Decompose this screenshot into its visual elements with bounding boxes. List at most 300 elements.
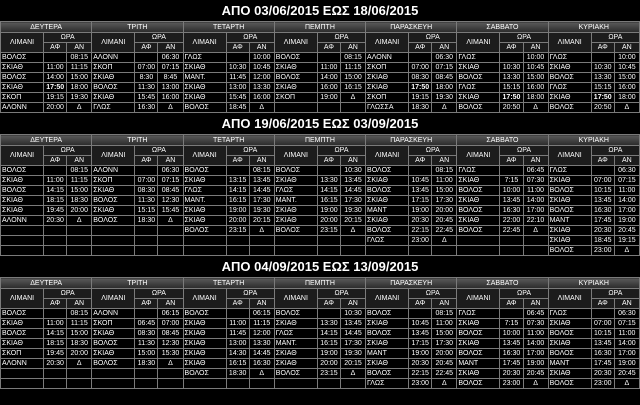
dep-header: ΑΦ <box>409 156 432 166</box>
arr-cell: 06:30 <box>614 166 639 176</box>
port-cell: ΣΚΙΑΘ <box>183 83 226 93</box>
arr-header: ΑΝ <box>523 156 548 166</box>
arr-cell: 20:00 <box>432 206 457 216</box>
arr-cell <box>340 103 365 113</box>
arr-cell: 13:00 <box>158 83 183 93</box>
port-cell: ΒΟΛΟΣ <box>183 309 226 319</box>
arr-cell: Δ <box>340 93 365 103</box>
port-header: ΛΙΜΑΝΙ <box>548 146 591 166</box>
dep-cell: 10:45 <box>409 176 432 186</box>
port-cell: ΑΛΟΝΝ <box>92 166 135 176</box>
table-row <box>1 196 640 206</box>
arr-header: ΑΝ <box>614 299 639 309</box>
arr-cell: 19:15 <box>614 236 639 246</box>
arr-cell: 08:45 <box>158 329 183 339</box>
dep-cell: 18:15 <box>44 196 67 206</box>
dep-header: ΑΦ <box>317 299 340 309</box>
table-row <box>1 319 640 329</box>
dep-header: ΑΦ <box>317 156 340 166</box>
port-cell: ΣΚΙΑΘ <box>548 339 591 349</box>
arr-header: ΑΝ <box>249 43 274 53</box>
port-cell: ΒΟΛΟΣ <box>366 369 409 379</box>
port-cell: ΣΚΙΑΘ <box>366 339 409 349</box>
arr-cell <box>249 236 274 246</box>
arr-cell: 06:30 <box>158 53 183 63</box>
arr-cell: 13:30 <box>249 339 274 349</box>
dep-cell: 17:15 <box>409 339 432 349</box>
arr-cell <box>67 226 92 236</box>
arr-cell: 18:00 <box>523 93 548 103</box>
dep-cell: 17:50 <box>591 93 614 103</box>
port-cell: ΓΛΩΣ <box>366 379 409 389</box>
table-row <box>1 186 640 196</box>
arr-cell: Δ <box>523 226 548 236</box>
dep-cell: 16:30 <box>135 103 158 113</box>
dep-cell: 19:00 <box>226 206 249 216</box>
port-cell: ΒΟΛΟΣ <box>274 226 317 236</box>
dep-cell <box>44 369 67 379</box>
dep-cell: 17:45 <box>500 359 523 369</box>
port-cell: ΑΛΟΝΝ <box>92 53 135 63</box>
port-cell: ΒΟΛΟΣ <box>274 53 317 63</box>
port-cell <box>183 246 226 256</box>
arr-cell: 06:30 <box>158 166 183 176</box>
port-cell: ΣΚΙΑΘ <box>92 329 135 339</box>
dep-cell: 20:30 <box>591 369 614 379</box>
dep-cell: 15:15 <box>135 206 158 216</box>
arr-cell: 06:45 <box>523 309 548 319</box>
arr-cell: 17:30 <box>432 339 457 349</box>
arr-header: ΑΝ <box>340 156 365 166</box>
day-header: ΚΥΡΙΑΚΗ <box>548 135 639 146</box>
arr-cell <box>158 379 183 389</box>
dep-cell: 14:15 <box>317 186 340 196</box>
dep-cell: 20:30 <box>591 226 614 236</box>
dep-cell <box>500 236 523 246</box>
port-cell: ΣΚΙΑΘ <box>366 176 409 186</box>
dep-cell: 20:30 <box>44 359 67 369</box>
dep-cell: 20:30 <box>44 216 67 226</box>
day-header: ΤΕΤΑΡΤΗ <box>183 135 274 146</box>
dep-header: ΑΦ <box>500 299 523 309</box>
arr-cell: Δ <box>432 103 457 113</box>
dep-cell <box>317 166 340 176</box>
arr-header: ΑΝ <box>340 43 365 53</box>
arr-cell: Δ <box>614 246 639 256</box>
port-cell: ΓΛΩΣ <box>457 309 500 319</box>
dep-header: ΑΦ <box>135 299 158 309</box>
port-header: ΛΙΜΑΝΙ <box>274 33 317 53</box>
dep-cell <box>500 53 523 63</box>
port-cell: ΒΟΛΟΣ <box>1 186 44 196</box>
dep-cell: 11:30 <box>135 339 158 349</box>
day-header: ΤΡΙΤΗ <box>92 278 183 289</box>
port-cell: ΓΛΩΣ <box>274 329 317 339</box>
arr-cell: 17:30 <box>340 196 365 206</box>
port-cell: ΒΟΛΟΣ <box>366 329 409 339</box>
table-row <box>1 206 640 216</box>
dep-cell <box>591 166 614 176</box>
arr-cell: Δ <box>614 379 639 389</box>
arr-cell: 19:00 <box>614 216 639 226</box>
port-cell <box>1 226 44 236</box>
arr-cell: 10:00 <box>249 53 274 63</box>
table-row <box>1 53 640 63</box>
time-header: ΩΡΑ <box>44 289 92 299</box>
arr-cell: 19:00 <box>614 359 639 369</box>
port-cell: ΣΚΙΑΘ <box>274 216 317 226</box>
arr-cell: 10:30 <box>340 309 365 319</box>
arr-cell: Δ <box>340 226 365 236</box>
dep-cell <box>591 309 614 319</box>
port-cell: ΣΚΙΑΘ <box>548 319 591 329</box>
arr-cell: 14:45 <box>340 186 365 196</box>
dep-cell: 20:30 <box>409 359 432 369</box>
port-cell: ΑΛΟΝΝ <box>1 216 44 226</box>
dep-cell: 22:45 <box>500 226 523 236</box>
dep-cell: 13:30 <box>500 73 523 83</box>
port-header: ΛΙΜΑΝΙ <box>548 33 591 53</box>
arr-cell: 15:00 <box>614 73 639 83</box>
dep-cell: 08:30 <box>409 73 432 83</box>
port-cell: ΣΚΙΑΘ <box>1 319 44 329</box>
port-cell: ΣΚΙΑΘ <box>274 176 317 186</box>
port-cell: ΣΚΙΑΘ <box>183 206 226 216</box>
time-header: ΩΡΑ <box>135 146 183 156</box>
port-header: ΛΙΜΑΝΙ <box>92 146 135 166</box>
table-row <box>1 349 640 359</box>
port-cell: ΒΟΛΟΣ <box>274 309 317 319</box>
arr-cell: 11:00 <box>523 186 548 196</box>
dep-header: ΑΦ <box>44 156 67 166</box>
arr-cell: 11:00 <box>614 186 639 196</box>
period-title: ΑΠΟ 19/06/2015 ΕΩΣ 03/09/2015 <box>0 113 640 134</box>
port-cell: ΓΛΩΣ <box>548 309 591 319</box>
dep-cell: 11:00 <box>44 63 67 73</box>
arr-cell: 07:30 <box>523 176 548 186</box>
dep-cell: 13:00 <box>226 339 249 349</box>
dep-cell: 07:00 <box>135 176 158 186</box>
dep-cell: 14:30 <box>226 349 249 359</box>
dep-cell: 19:45 <box>44 349 67 359</box>
port-cell <box>1 369 44 379</box>
arr-cell <box>67 379 92 389</box>
arr-header: ΑΝ <box>158 156 183 166</box>
arr-cell: 20:15 <box>340 216 365 226</box>
dep-cell: 15:00 <box>135 349 158 359</box>
dep-cell: 19:15 <box>44 93 67 103</box>
port-cell: ΣΚΙΑΘ <box>183 63 226 73</box>
port-cell: ΣΚΟΠ <box>366 63 409 73</box>
time-header: ΩΡΑ <box>591 289 639 299</box>
dep-cell: 20:30 <box>409 216 432 226</box>
port-cell: ΒΟΛΟΣ <box>548 246 591 256</box>
dep-cell: 16:15 <box>317 339 340 349</box>
dep-cell: 11:45 <box>226 329 249 339</box>
port-cell: ΓΛΩΣ <box>548 83 591 93</box>
arr-cell: 17:00 <box>523 349 548 359</box>
port-header: ΛΙΜΑΝΙ <box>366 146 409 166</box>
port-cell: ΓΛΩΣ <box>457 83 500 93</box>
arr-cell: 07:15 <box>158 63 183 73</box>
arr-cell <box>158 246 183 256</box>
day-header: ΚΥΡΙΑΚΗ <box>548 278 639 289</box>
arr-cell: 06:15 <box>249 309 274 319</box>
dep-cell: 13:15 <box>226 176 249 186</box>
dep-cell <box>409 309 432 319</box>
day-header: ΣΑΒΒΑΤΟ <box>457 135 548 146</box>
arr-cell: 18:00 <box>614 93 639 103</box>
arr-cell: 19:30 <box>249 206 274 216</box>
arr-cell: 16:00 <box>614 83 639 93</box>
port-header: ΛΙΜΑΝΙ <box>1 33 44 53</box>
port-cell: ΒΟΛΟΣ <box>92 359 135 369</box>
port-cell: ΣΚΙΑΘ <box>183 93 226 103</box>
port-cell: ΒΟΛΟΣ <box>366 166 409 176</box>
arr-header: ΑΝ <box>249 156 274 166</box>
port-cell <box>274 236 317 246</box>
port-cell: ΣΚΙΑΘ <box>92 93 135 103</box>
dep-cell: 15:15 <box>500 83 523 93</box>
arr-cell: Δ <box>432 236 457 246</box>
arr-cell: 10:45 <box>614 63 639 73</box>
arr-cell: 15:00 <box>67 329 92 339</box>
dep-cell <box>44 236 67 246</box>
arr-cell: 10:00 <box>523 53 548 63</box>
arr-cell: 13:45 <box>340 319 365 329</box>
port-cell: ΒΟΛΟΣ <box>457 329 500 339</box>
day-header: ΤΕΤΑΡΤΗ <box>183 278 274 289</box>
port-cell <box>92 226 135 236</box>
day-header: ΠΑΡΑΣΚΕΥΗ <box>366 135 457 146</box>
dep-cell <box>500 246 523 256</box>
arr-cell: Δ <box>249 103 274 113</box>
port-cell: ΣΚΙΑΘ <box>366 73 409 83</box>
dep-cell <box>44 246 67 256</box>
port-cell: ΣΚΙΑΘ <box>457 339 500 349</box>
dep-cell <box>409 53 432 63</box>
arr-cell <box>249 379 274 389</box>
arr-cell: 18:00 <box>67 83 92 93</box>
dep-cell: 17:50 <box>409 83 432 93</box>
schedule-table <box>0 21 640 113</box>
arr-cell: 11:15 <box>67 63 92 73</box>
dep-cell: 11:00 <box>317 63 340 73</box>
arr-header: ΑΝ <box>67 299 92 309</box>
port-cell <box>92 379 135 389</box>
arr-cell: 11:15 <box>340 63 365 73</box>
port-cell <box>1 236 44 246</box>
dep-cell: 18:30 <box>226 369 249 379</box>
port-cell: ΣΚΙΑΘ <box>457 216 500 226</box>
time-header: ΩΡΑ <box>409 289 457 299</box>
dep-cell: 16:15 <box>226 359 249 369</box>
arr-cell: Δ <box>340 369 365 379</box>
dep-cell: 23:00 <box>591 379 614 389</box>
period-title: ΑΠΟ 03/06/2015 ΕΩΣ 18/06/2015 <box>0 0 640 21</box>
arr-header: ΑΝ <box>523 299 548 309</box>
port-cell <box>183 379 226 389</box>
port-cell: ΒΟΛΟΣ <box>92 83 135 93</box>
arr-cell: Δ <box>67 103 92 113</box>
arr-cell: 15:30 <box>158 349 183 359</box>
table-row <box>1 226 640 236</box>
dep-cell <box>44 53 67 63</box>
arr-cell: Δ <box>523 103 548 113</box>
dep-cell <box>44 309 67 319</box>
arr-cell: 12:30 <box>158 196 183 206</box>
dep-cell: 13:30 <box>317 176 340 186</box>
dep-header: ΑΦ <box>44 43 67 53</box>
port-cell: ΒΟΛΟΣ <box>457 73 500 83</box>
port-cell: ΒΟΛΟΣ <box>183 226 226 236</box>
port-cell: ΜΑΝΤ <box>548 216 591 226</box>
day-header: ΠΑΡΑΣΚΕΥΗ <box>366 22 457 33</box>
arr-cell: 12:00 <box>249 329 274 339</box>
day-header: ΠΕΜΠΤΗ <box>274 278 365 289</box>
port-cell: ΣΚΙΑΘ <box>183 339 226 349</box>
arr-cell: 07:30 <box>523 319 548 329</box>
port-cell: ΒΟΛΟΣ <box>183 166 226 176</box>
arr-cell: 06:15 <box>158 309 183 319</box>
port-cell: ΣΚΙΑΘ <box>366 319 409 329</box>
port-cell: ΒΟΛΟΣ <box>548 206 591 216</box>
port-cell: ΣΚΙΑΘ <box>457 176 500 186</box>
dep-cell <box>226 379 249 389</box>
dep-cell: 10:15 <box>591 329 614 339</box>
dep-cell: 13:45 <box>409 329 432 339</box>
dep-cell: 23:00 <box>500 379 523 389</box>
arr-cell: 08:45 <box>158 186 183 196</box>
port-cell: ΓΛΩΣ <box>274 186 317 196</box>
dep-cell <box>226 236 249 246</box>
port-cell: ΓΛΩΣ <box>366 236 409 246</box>
arr-cell: 17:30 <box>432 196 457 206</box>
port-cell: ΒΟΛΟΣ <box>457 103 500 113</box>
table-row <box>1 369 640 379</box>
arr-cell: 20:00 <box>432 349 457 359</box>
time-header: ΩΡΑ <box>317 146 365 156</box>
arr-cell: 20:45 <box>614 226 639 236</box>
dep-cell: 8:30 <box>135 73 158 83</box>
port-cell: ΒΟΛΟΣ <box>274 73 317 83</box>
arr-header: ΑΝ <box>249 299 274 309</box>
arr-cell: 22:45 <box>432 226 457 236</box>
dep-cell: 17:45 <box>591 216 614 226</box>
arr-cell <box>432 246 457 256</box>
time-header: ΩΡΑ <box>591 33 639 43</box>
arr-cell: 14:00 <box>614 196 639 206</box>
port-cell: ΒΟΛΟΣ <box>1 73 44 83</box>
arr-cell: 08:15 <box>432 166 457 176</box>
dep-cell <box>135 226 158 236</box>
port-cell: ΣΚΙΑΘ <box>274 83 317 93</box>
time-header: ΩΡΑ <box>135 33 183 43</box>
port-cell: ΣΚΙΑΘ <box>183 216 226 226</box>
port-cell: ΣΚΟΠ <box>1 349 44 359</box>
dep-cell: 7:15 <box>500 176 523 186</box>
port-cell: ΣΚΙΑΘ <box>457 196 500 206</box>
arr-cell: 20:00 <box>67 349 92 359</box>
port-cell: ΣΚΙΑΘ <box>366 359 409 369</box>
port-cell: ΒΟΛΟΣ <box>274 166 317 176</box>
dep-cell: 14:00 <box>44 73 67 83</box>
port-header: ΛΙΜΑΝΙ <box>366 289 409 309</box>
dep-cell <box>500 166 523 176</box>
port-cell: ΒΟΛΟΣ <box>366 226 409 236</box>
arr-cell: 07:15 <box>614 176 639 186</box>
port-cell: ΓΛΩΣ <box>183 53 226 63</box>
dep-cell: 23:15 <box>317 369 340 379</box>
arr-cell: 19:30 <box>340 206 365 216</box>
table-row <box>1 309 640 319</box>
port-cell <box>92 246 135 256</box>
dep-cell: 22:15 <box>409 369 432 379</box>
table-row <box>1 176 640 186</box>
time-header: ΩΡΑ <box>135 289 183 299</box>
arr-cell: 06:30 <box>614 309 639 319</box>
port-cell: ΒΟΛΟΣ <box>548 329 591 339</box>
port-cell: ΣΚΙΑΘ <box>1 83 44 93</box>
time-header: ΩΡΑ <box>500 146 548 156</box>
arr-cell: 07:15 <box>432 63 457 73</box>
dep-cell: 14:15 <box>317 329 340 339</box>
port-header: ΛΙΜΑΝΙ <box>457 289 500 309</box>
dep-cell: 16:15 <box>226 196 249 206</box>
arr-cell: 16:00 <box>158 93 183 103</box>
port-cell: ΑΛΟΝΝ <box>92 309 135 319</box>
day-header: ΤΡΙΤΗ <box>92 135 183 146</box>
port-header: ΛΙΜΑΝΙ <box>457 33 500 53</box>
port-cell: ΣΚΙΑΘ <box>274 63 317 73</box>
dep-cell: 19:00 <box>317 349 340 359</box>
dep-cell <box>44 379 67 389</box>
port-cell <box>274 379 317 389</box>
table-row <box>1 166 640 176</box>
dep-header: ΑΦ <box>135 43 158 53</box>
dep-header: ΑΦ <box>500 43 523 53</box>
dep-cell: 19:00 <box>317 93 340 103</box>
arr-cell: Δ <box>249 369 274 379</box>
table-row <box>1 359 640 369</box>
port-cell: ΣΚΙΑΘ <box>548 226 591 236</box>
port-header: ΛΙΜΑΝΙ <box>548 289 591 309</box>
dep-cell: 13:45 <box>591 339 614 349</box>
arr-cell: Δ <box>67 216 92 226</box>
dep-cell <box>226 166 249 176</box>
port-cell: ΒΟΛΟΣ <box>1 309 44 319</box>
table-row <box>1 329 640 339</box>
arr-cell: 10:30 <box>340 166 365 176</box>
dep-cell: 23:00 <box>409 379 432 389</box>
dep-cell: 14:00 <box>317 73 340 83</box>
port-cell: ΒΟΛΟΣ <box>92 196 135 206</box>
dep-cell <box>500 309 523 319</box>
dep-header: ΑΦ <box>226 299 249 309</box>
port-cell: ΓΛΩΣΣΑ <box>366 103 409 113</box>
arr-cell: 14:45 <box>340 329 365 339</box>
port-cell: ΣΚΙΑΘ <box>548 93 591 103</box>
port-header: ΛΙΜΑΝΙ <box>1 289 44 309</box>
arr-cell: 11:00 <box>432 319 457 329</box>
table-row <box>1 246 640 256</box>
dep-cell: 13:30 <box>591 73 614 83</box>
dep-cell <box>409 246 432 256</box>
dep-cell: 18:45 <box>591 236 614 246</box>
port-cell: ΣΚΟΠ <box>274 93 317 103</box>
arr-cell: 08:15 <box>67 53 92 63</box>
dep-cell: 18:15 <box>44 339 67 349</box>
